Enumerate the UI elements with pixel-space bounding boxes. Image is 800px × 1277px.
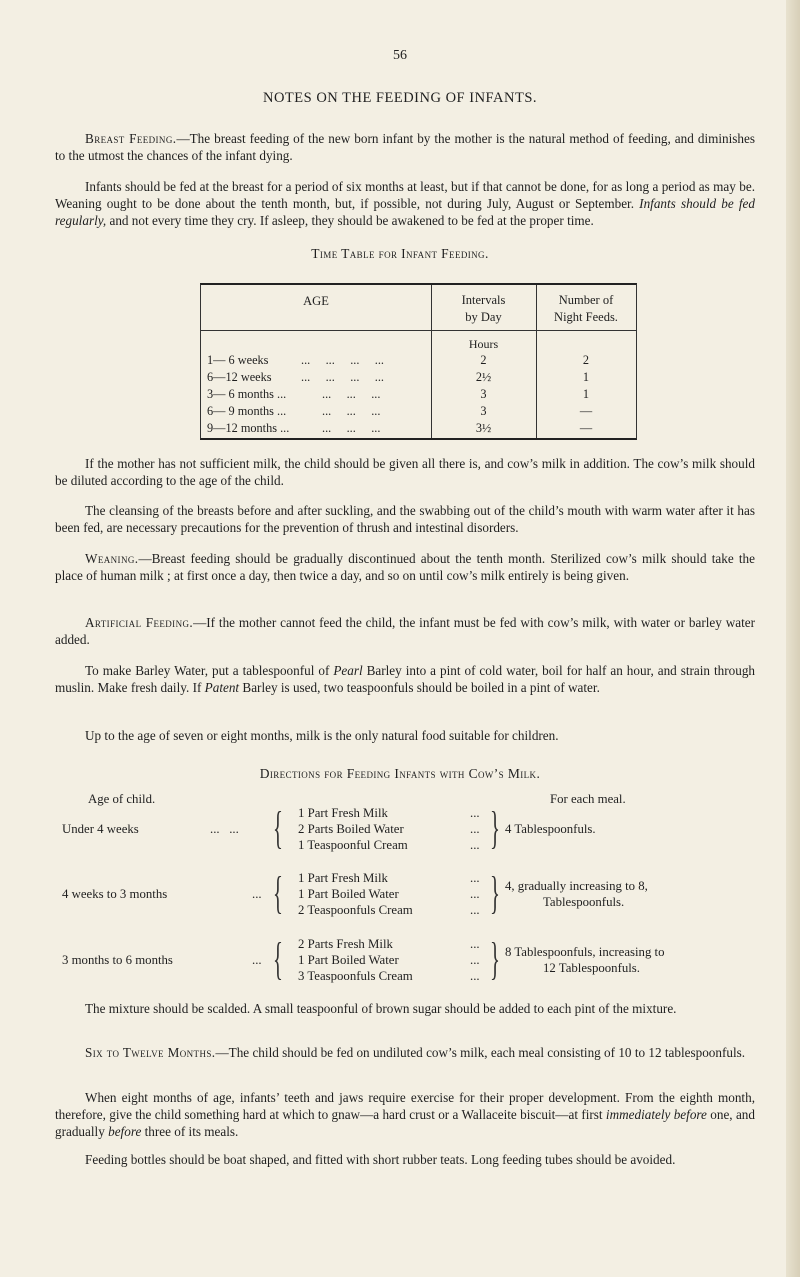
time-table bbox=[200, 283, 637, 440]
milk-paragraph: If the mother has not sufficient milk, the child should be given all there is, and cow’s milk in addition. The cow’s milk should be diluted according to the age of the child. bbox=[55, 456, 755, 488]
breast-feeding-paragraph bbox=[55, 130, 755, 164]
directions-line: 1 Part Fresh Milk bbox=[298, 871, 388, 885]
directions-meal: Tablespoonfuls. bbox=[543, 895, 625, 909]
left-brace-icon: { bbox=[273, 802, 283, 853]
table-header-rule bbox=[201, 330, 636, 331]
infants-italic: Infants should be fed regularly, bbox=[55, 196, 755, 228]
barley-italic-b: Patent bbox=[204, 680, 240, 695]
barley-italic-a: Pearl bbox=[333, 663, 363, 678]
row-interval: 2 bbox=[480, 353, 487, 367]
table-row bbox=[201, 370, 636, 387]
header-night-1: Number of bbox=[558, 293, 614, 307]
row-age: 9—12 months ... bbox=[207, 421, 290, 435]
directions-title: Directions for Feeding Infants with Cow’s Milk. bbox=[259, 766, 541, 781]
infants-text-b: and not every time they cry. If asleep, they should be awakened to be fed at the proper time. bbox=[106, 213, 594, 228]
directions-dots: ... bbox=[470, 969, 480, 983]
table-row bbox=[201, 387, 636, 404]
page-heading: NOTES ON THE FEEDING OF INFANTS. bbox=[262, 90, 538, 106]
directions-dots: ... bbox=[252, 953, 262, 967]
row-night: 2 bbox=[582, 353, 590, 367]
row-interval: 3 bbox=[480, 404, 487, 418]
directions-age: 4 weeks to 3 months bbox=[62, 887, 168, 901]
header-age: AGE bbox=[303, 294, 329, 308]
table-row bbox=[201, 421, 636, 438]
directions-dots: ... bbox=[470, 871, 480, 885]
row-dots: ... ... ... bbox=[322, 387, 381, 401]
eight-months-paragraph bbox=[55, 1089, 755, 1140]
row-interval: 3½ bbox=[475, 421, 492, 435]
directions-meal: 4 Tablespoonfuls. bbox=[505, 822, 596, 836]
breast-feeding-text: —The breast feeding of the new born infant by the mother is the natural method of feeding, and diminishes to the utmost the chances of the infant dying. bbox=[55, 131, 756, 163]
weaning-label: Weaning. bbox=[85, 551, 139, 566]
right-brace-icon: } bbox=[490, 802, 500, 853]
left-brace-icon: { bbox=[273, 867, 283, 918]
bottles-paragraph: Feeding bottles should be boat shaped, and fitted with short rubber teats. Long feeding tubes should be avoided. bbox=[85, 1152, 676, 1167]
directions-meal: 12 Tablespoonfuls. bbox=[543, 961, 640, 975]
page-number: 56 bbox=[393, 48, 407, 63]
mixture-paragraph: The mixture should be scalded. A small teaspoonful of brown sugar should be added to each pint of the mixture. bbox=[85, 1001, 677, 1016]
row-dots: ... ... ... ... bbox=[301, 370, 385, 384]
right-brace-icon: } bbox=[490, 933, 500, 984]
header-intervals-1: Intervals bbox=[461, 293, 506, 307]
header-night-2: Night Feeds. bbox=[554, 310, 618, 324]
directions-dots: ... bbox=[470, 806, 480, 820]
weaning-paragraph bbox=[55, 550, 755, 584]
row-night: 1 bbox=[582, 387, 590, 401]
directions-line: 2 Parts Fresh Milk bbox=[298, 937, 393, 951]
row-age: 6— 9 months ... bbox=[207, 404, 287, 418]
barley-text-a: To make Barley Water, put a tablespoonful of bbox=[85, 663, 334, 678]
directions-dots: ... bbox=[470, 953, 480, 967]
row-age: 1— 6 weeks bbox=[207, 353, 269, 367]
eight-months-text-c: three of its meals. bbox=[141, 1124, 239, 1139]
right-brace-icon: } bbox=[490, 867, 500, 918]
table-row bbox=[201, 404, 636, 421]
row-interval: 3 bbox=[480, 387, 487, 401]
row-night: — bbox=[579, 404, 593, 418]
barley-text-b: Barley into a pint of cold water, boil for half an hour, and strain through muslin. Make fresh daily. If bbox=[55, 663, 756, 695]
unit-hours: Hours bbox=[468, 337, 499, 351]
directions-dots: ... bbox=[470, 838, 480, 852]
directions-col-age: Age of child. bbox=[88, 792, 156, 806]
six-to-twelve-label: Six to Twelve Months. bbox=[85, 1045, 216, 1060]
directions-line: 3 Teaspoonfuls Cream bbox=[298, 969, 413, 983]
directions-line: 1 Part Boiled Water bbox=[298, 953, 399, 967]
directions-dots: ... bbox=[470, 887, 480, 901]
directions-dots: ... bbox=[470, 822, 480, 836]
directions-line: 2 Parts Boiled Water bbox=[298, 822, 404, 836]
directions-line: 1 Part Fresh Milk bbox=[298, 806, 388, 820]
header-intervals-2: by Day bbox=[465, 310, 502, 324]
row-night: — bbox=[579, 421, 593, 435]
table-row bbox=[201, 353, 636, 370]
directions-meal: 4, gradually increasing to 8, bbox=[505, 879, 648, 893]
directions-line: 1 Part Boiled Water bbox=[298, 887, 399, 901]
eight-months-italic-a: immediately before bbox=[605, 1107, 707, 1122]
artificial-label: Artificial Feeding. bbox=[85, 615, 194, 630]
row-age: 6—12 weeks bbox=[207, 370, 272, 384]
weaning-text: —Breast feeding should be gradually discontinued about the tenth month. Sterilized cow’s milk should take the place of human milk ; at first once a day, then twice a day, and so on until cow’s milk entirely is being given. bbox=[55, 551, 755, 583]
cleansing-paragraph: The cleansing of the breasts before and after suckling, and the swabbing out of the child’s mouth with warm water after it has been fed, are necessary precautions for the prevention of thrush and intestinal disorders. bbox=[55, 503, 755, 535]
directions-dots: ... ... bbox=[210, 822, 239, 836]
time-table-title: Time Table for Infant Feeding. bbox=[311, 246, 489, 261]
six-to-twelve-paragraph bbox=[55, 1044, 755, 1061]
left-brace-icon: { bbox=[273, 933, 283, 984]
directions-line: 2 Teaspoonfuls Cream bbox=[298, 903, 413, 917]
directions-dots: ... bbox=[470, 937, 480, 951]
breast-feeding-label: Breast Feeding. bbox=[85, 131, 177, 146]
barley-text-c: Barley is used, two teaspoonfuls should be boiled in a pint of water. bbox=[239, 680, 600, 695]
directions-age: 3 months to 6 months bbox=[62, 953, 173, 967]
barley-water-paragraph bbox=[55, 662, 755, 696]
eight-months-italic-b: before bbox=[108, 1124, 142, 1139]
row-dots: ... ... ... bbox=[322, 404, 381, 418]
row-dots: ... ... ... bbox=[322, 421, 381, 435]
artificial-text: —If the mother cannot feed the child, the infant must be fed with cow’s milk, with water or barley water added. bbox=[55, 615, 756, 647]
directions-line: 1 Teaspoonful Cream bbox=[298, 838, 408, 852]
row-interval: 2½ bbox=[475, 370, 492, 384]
up-to-paragraph: Up to the age of seven or eight months, milk is the only natural food suitable for children. bbox=[85, 728, 559, 743]
eight-months-text-a: When eight months of age, infants’ teeth and jaws require exercise for their proper development. From the eighth month, therefore, give the child something hard at which to gnaw—a hard crust or a Wallaceite biscuit—at first bbox=[55, 1090, 755, 1122]
artificial-feeding-paragraph bbox=[55, 614, 755, 648]
directions-col-meal: For each meal. bbox=[550, 792, 626, 806]
page-edge bbox=[786, 0, 800, 1277]
directions-dots: ... bbox=[252, 887, 262, 901]
directions-dots: ... bbox=[470, 903, 480, 917]
row-dots: ... ... ... ... bbox=[301, 353, 385, 367]
infants-text-a: Infants should be fed at the breast for a period of six months at least, but if that cannot be done, for as long a period as may be. Weaning ought to be done about the tenth month, but, if possible, not during July, August or September. bbox=[55, 179, 755, 211]
six-to-twelve-text: —The child should be fed on undiluted cow’s milk, each meal consisting of 10 to 12 tablespoonfuls. bbox=[215, 1045, 746, 1060]
directions-age: Under 4 weeks bbox=[62, 822, 139, 836]
infants-paragraph bbox=[55, 178, 755, 229]
row-age: 3— 6 months ... bbox=[207, 387, 287, 401]
eight-months-text-b: one, and gradually bbox=[55, 1107, 755, 1139]
row-night: 1 bbox=[582, 370, 590, 384]
directions-meal: 8 Tablespoonfuls, increasing to bbox=[505, 945, 665, 959]
